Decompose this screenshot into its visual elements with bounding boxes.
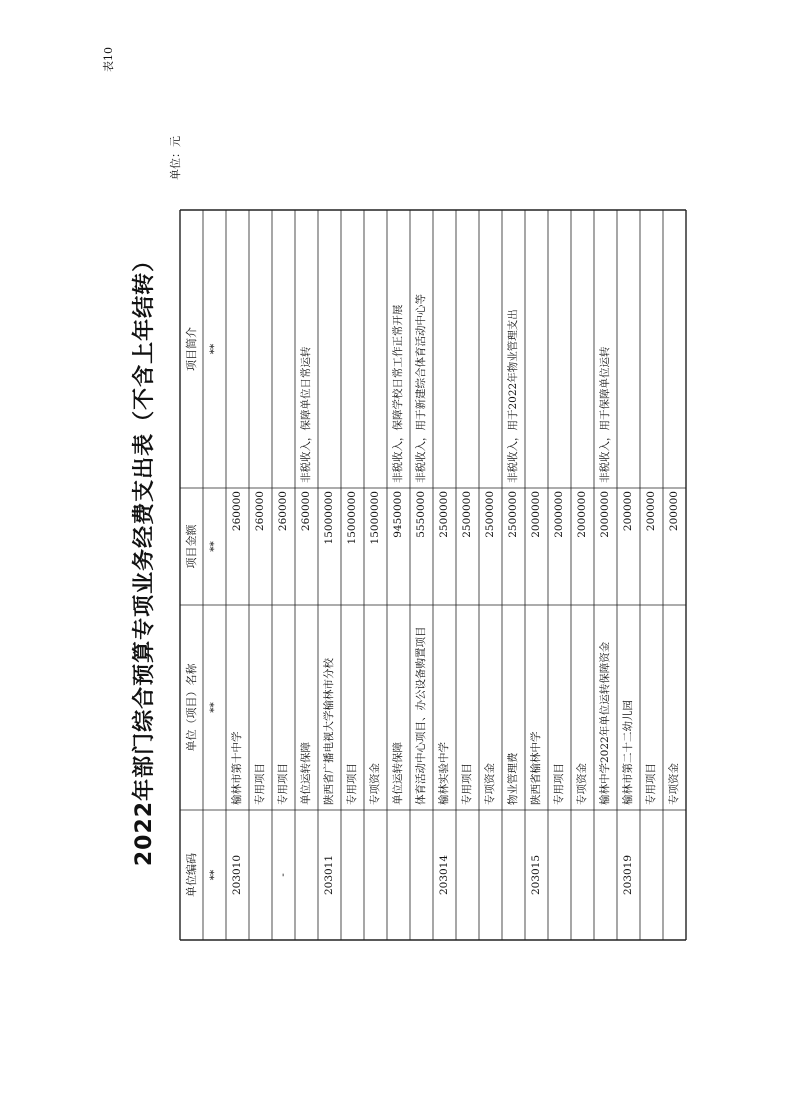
unit-name-cell: 专用项目 (461, 763, 473, 805)
amount-cell: 15000000 (323, 491, 335, 545)
amount-cell: 2000000 (553, 491, 565, 538)
description-cell (249, 210, 272, 488)
amount-cell: 2000000 (599, 491, 611, 538)
unit-name-cell: 专项资金 (484, 763, 496, 805)
unit-name-cell: 单位运转保障 (300, 742, 312, 805)
amount-cell: 2500000 (461, 491, 473, 538)
unit-code-cell (548, 810, 571, 940)
unit-code-cell (663, 810, 686, 940)
description-cell: 非税收入，用于2022年物业管理支出 (507, 309, 519, 483)
unit-name-cell: 专项资金 (576, 763, 588, 805)
description-cell (479, 210, 502, 488)
description-cell (272, 210, 295, 488)
description-cell (456, 210, 479, 488)
description-cell (571, 210, 594, 488)
amount-cell: 15000000 (369, 491, 381, 545)
unit-code-cell (410, 810, 433, 940)
description-cell (364, 210, 387, 488)
marker-cell: ** (208, 702, 220, 713)
amount-cell: 260000 (254, 491, 266, 532)
unit-code-cell (341, 810, 364, 940)
description-cell: 非税收入，用于新建综合体育活动中心等 (415, 294, 427, 483)
amount-cell: 2000000 (576, 491, 588, 538)
column-header-amount: 项目金额 (185, 524, 198, 569)
unit-code-cell (387, 810, 410, 940)
unit-label: 单位：元 (169, 136, 182, 180)
amount-cell: 200000 (622, 491, 634, 532)
unit-name-cell: 专用项目 (645, 763, 657, 805)
amount-cell: 260000 (231, 491, 243, 532)
unit-name-cell: 体育活动中心项目、办公设备购置项目 (415, 626, 427, 805)
description-cell (617, 210, 640, 488)
description-cell (433, 210, 456, 488)
unit-code-cell (364, 810, 387, 940)
description-cell: 非税收入，保障单位日常运转 (300, 346, 312, 483)
amount-cell: 260000 (300, 491, 312, 532)
unit-name-cell: 陕西省榆林中学 (530, 731, 542, 805)
description-cell (663, 210, 686, 488)
unit-name-cell: 物业管理费 (507, 752, 519, 805)
unit-name-cell: 榆林实验中学 (438, 742, 450, 805)
unit-code-cell (479, 810, 502, 940)
description-cell (318, 210, 341, 488)
description-cell (548, 210, 571, 488)
unit-name-cell: 单位运转保障 (392, 742, 404, 805)
amount-cell: 15000000 (346, 491, 358, 545)
column-header-desc: 项目简介 (185, 327, 198, 371)
amount-cell: 200000 (645, 491, 657, 532)
unit-code-cell: 203014 (438, 854, 450, 896)
column-header-code: 单位编码 (185, 853, 198, 897)
unit-name-cell: 榆林市第二十二幼儿园 (622, 700, 634, 805)
unit-name-cell: 专用项目 (254, 763, 266, 805)
amount-cell: 200000 (668, 491, 680, 532)
unit-code-cell (502, 810, 525, 940)
description-cell (226, 210, 249, 488)
unit-name-cell: 专项资金 (369, 763, 381, 805)
amount-cell: 9450000 (392, 491, 404, 538)
unit-name-cell: 专用项目 (346, 763, 358, 805)
unit-code-cell (249, 810, 272, 940)
unit-code-cell (594, 810, 617, 940)
column-header-name: 单位（项目）名称 (185, 663, 198, 752)
amount-cell: 5550000 (415, 491, 427, 538)
description-cell: 非税收入，用于保障单位运转 (599, 346, 611, 483)
unit-code-cell: 203010 (231, 854, 243, 896)
amount-cell: 2500000 (484, 491, 496, 538)
marker-cell: ** (208, 343, 220, 355)
unit-name-cell: 榆林中学2022年单位运转保障资金 (599, 641, 611, 805)
description-cell (640, 210, 663, 488)
unit-name-cell: 陕西省广播电视大学榆林市分校 (323, 658, 335, 805)
unit-code-cell: 203019 (622, 854, 634, 896)
amount-cell: 2500000 (438, 491, 450, 538)
description-cell (525, 210, 548, 488)
description-cell (341, 210, 364, 488)
amount-cell: 2000000 (530, 491, 542, 538)
unit-code-cell (571, 810, 594, 940)
unit-name-cell: 专用项目 (553, 763, 565, 805)
page-title: 2022年部门综合预算专项业务经费支出表（不含上年结转） (132, 248, 157, 867)
marker-cell: ** (208, 541, 220, 552)
table-number: 表10 (102, 47, 115, 72)
unit-code-cell (640, 810, 663, 940)
amount-cell: 260000 (277, 491, 289, 532)
amount-cell: 2500000 (507, 491, 519, 538)
unit-name-cell: 专用项目 (277, 763, 289, 805)
unit-code-cell: 203015 (530, 854, 542, 896)
unit-code-cell: - (277, 873, 289, 877)
unit-name-cell: 专项资金 (668, 763, 680, 805)
unit-name-cell: 榆林市第十中学 (231, 731, 243, 805)
unit-code-cell (295, 810, 318, 940)
marker-cell: ** (208, 869, 220, 881)
unit-code-cell (456, 810, 479, 940)
unit-code-cell: 203011 (323, 854, 335, 896)
description-cell: 非税收入，保障学校日常工作正常开展 (392, 304, 404, 483)
